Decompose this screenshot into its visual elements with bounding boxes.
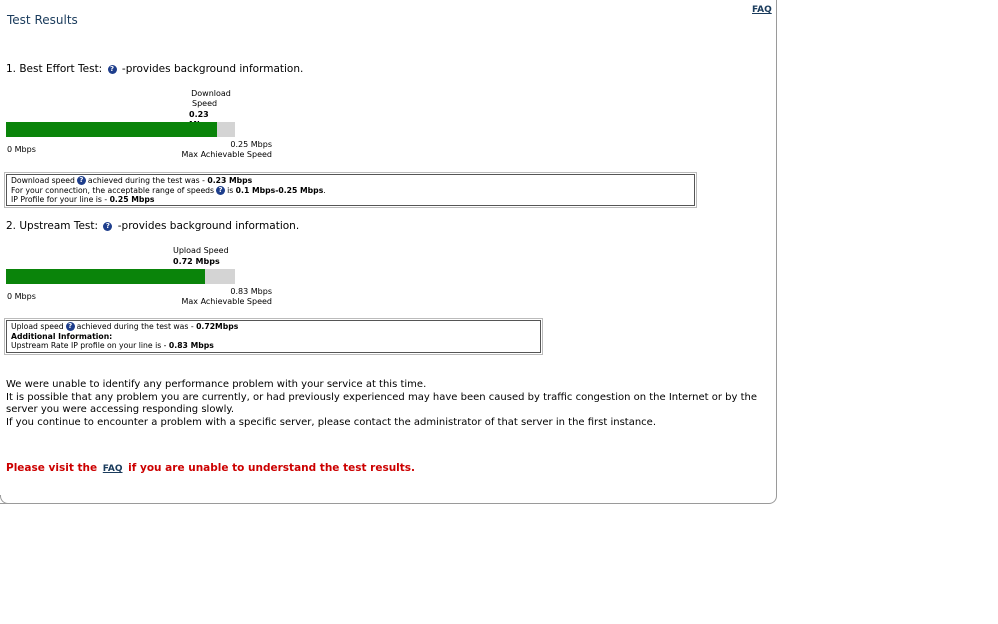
upstream-heading-label: 2. Upstream Test: (6, 220, 99, 232)
acceptable-range-text: is (227, 185, 234, 195)
download-max-value: 0.25 Mbps (230, 140, 272, 149)
page-title: Test Results (7, 13, 78, 27)
upstream-profile-value: 0.83 Mbps (168, 341, 214, 350)
upstream-heading (6, 220, 299, 232)
faq-link-bottom[interactable]: FAQ (102, 464, 123, 474)
acceptable-range-value: 0.1 Mbps-0.25 Mbps (235, 185, 324, 195)
download-info-text: achieved during the test was - (87, 176, 205, 185)
result-message-line1: We were unable to identify any performance problem with your service at this time. (6, 379, 427, 390)
upload-info-box (6, 320, 541, 353)
download-min-label: 0 Mbps (7, 145, 36, 154)
additional-info-heading: Additional Information: (11, 331, 113, 341)
upstream-profile-label: Upstream Rate IP profile on your line is - (11, 341, 167, 350)
download-info-line3 (11, 195, 690, 205)
upstream-heading-desc: -provides background information. (117, 220, 300, 232)
acceptable-range-end: . (323, 185, 326, 195)
download-speed-label-line2: Speed (192, 99, 218, 108)
download-speed-value: 0.23 (189, 110, 209, 119)
acceptable-range-label: For your connection, the acceptable range of speeds (11, 185, 215, 195)
result-message (6, 379, 776, 429)
upload-info-label: Upload speed (11, 322, 64, 331)
download-info-box (6, 174, 695, 206)
download-max (175, 140, 272, 160)
help-icon[interactable]: ? (77, 176, 86, 185)
upload-speed-label-text: Upload Speed (173, 246, 229, 255)
upload-max-label: Max Achievable Speed (181, 297, 272, 306)
upload-min-label: 0 Mbps (7, 292, 36, 301)
download-info-line2 (11, 186, 690, 196)
best-effort-heading-label: 1. Best Effort Test: (6, 63, 103, 75)
upload-info-line3 (11, 341, 536, 351)
faq-notice (6, 462, 415, 474)
upload-info-text: achieved during the test was - (76, 322, 194, 331)
upload-speed-value: 0.72 Mbps (173, 257, 220, 266)
result-message-line3: If you continue to encounter a problem with a specific server, please contact the administrator of that server in the first instance. (6, 416, 656, 428)
upload-speed-label (173, 246, 229, 267)
download-speed-bar (6, 122, 235, 137)
download-max-label: Max Achievable Speed (181, 150, 272, 159)
ip-profile-value: 0.25 Mbps (109, 195, 155, 204)
help-icon[interactable]: ? (108, 65, 117, 74)
faq-notice-prefix: Please visit the (6, 462, 98, 474)
upload-speed-bar-fill (6, 269, 205, 284)
faq-notice-suffix: if you are unable to understand the test results. (128, 462, 416, 474)
download-info-line1 (11, 176, 690, 186)
upload-max (175, 287, 272, 307)
upload-speed-bar (6, 269, 235, 284)
help-icon[interactable]: ? (103, 222, 112, 231)
upload-max-value: 0.83 Mbps (230, 287, 272, 296)
result-message-line2: It is possible that any problem you are currently, or had previously experienced may have been caused by traffic congestion on the Internet or by the server you were accessing responding slowly. (6, 391, 757, 416)
download-speed-bar-fill (6, 122, 217, 137)
help-icon[interactable]: ? (216, 186, 225, 195)
download-info-value: 0.23 Mbps (207, 176, 253, 185)
help-icon[interactable]: ? (66, 322, 75, 331)
faq-link-top[interactable]: FAQ (752, 5, 772, 15)
best-effort-heading (6, 63, 303, 75)
best-effort-heading-desc: -provides background information. (121, 63, 304, 75)
download-speed-label-line1: Download (191, 89, 231, 98)
ip-profile-label: IP Profile for your line is - (11, 195, 108, 204)
upload-info-value: 0.72Mbps (196, 322, 239, 331)
upload-info-line1 (11, 322, 536, 332)
download-info-label: Download speed (11, 176, 75, 185)
